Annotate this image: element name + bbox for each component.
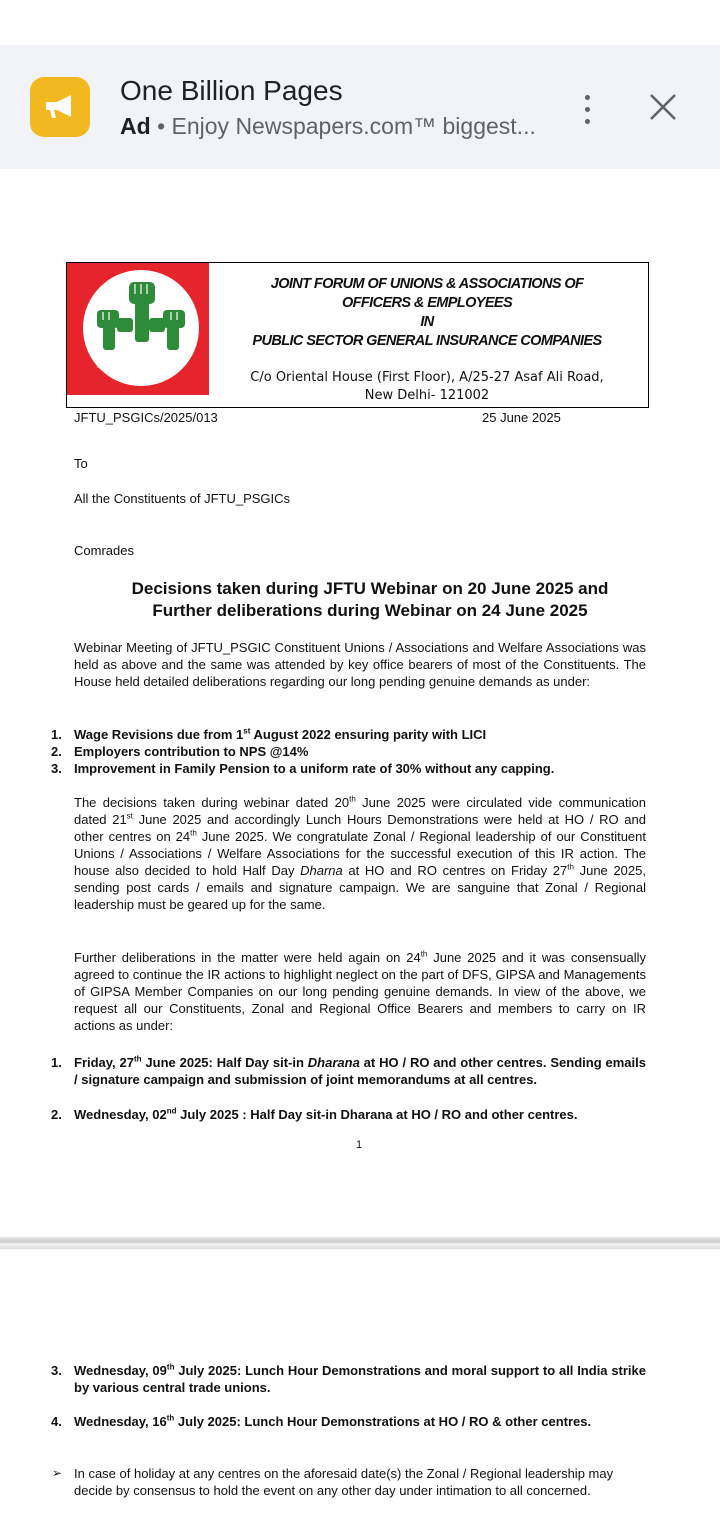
reference-number: JFTU_PSGICs/2025/013 <box>74 410 218 425</box>
ad-banner[interactable] <box>0 45 720 169</box>
org-line-1: JOINT FORUM OF UNIONS & ASSOCIATIONS OF <box>270 276 584 292</box>
ad-title[interactable]: One Billion Pages <box>120 75 343 106</box>
heading-line-2: Further deliberations during Webinar on 24 June 2025 <box>152 601 588 620</box>
demand-3-number: 3. <box>51 761 62 776</box>
recipient: All the Constituents of JFTU_PSGICs <box>74 491 291 506</box>
megaphone-icon <box>30 77 90 137</box>
heading-line-1: Decisions taken during JFTU Webinar on 20 June 2025 and <box>131 579 609 598</box>
address-line-2: New Delhi- 121002 <box>364 388 490 403</box>
more-options-icon[interactable] <box>578 95 598 125</box>
holiday-note: In case of holiday at any centres on the aforesaid date(s) the Zonal / Regional leadership may decide by consensus to hold the event on any other day under intimation to all concerned. <box>74 1466 614 1498</box>
page-number: 1 <box>356 1139 363 1151</box>
action-1: Friday, 27th June 2025: Half Day sit-in Dharana at HO / RO and other centres. Sending emails / signature campaign and submission of joint memorandums at all centres. <box>74 1054 646 1087</box>
paragraph-1: Webinar Meeting of JFTU_PSGIC Constituent Unions / Associations and Welfare Associations was held as above and the same was attended by key office bearers of most of the Constituents. The House held detailed deliberations regarding our long pending genuine demands as under: <box>74 640 646 689</box>
org-line-3: IN <box>420 314 434 330</box>
org-line-2: OFFICERS & EMPLOYEES <box>341 295 513 311</box>
letterhead <box>66 262 649 408</box>
demand-1-number: 1. <box>51 727 62 742</box>
ad-label: Ad <box>120 113 151 139</box>
action-3: Wednesday, 09th July 2025: Lunch Hour Demonstrations and moral support to all India strike by various central trade unions. <box>74 1362 647 1395</box>
ad-text: Enjoy Newspapers.com™ biggest... <box>171 113 536 139</box>
action-2: Wednesday, 02nd July 2025 : Half Day sit-in Dharana at HO / RO and other centres. <box>74 1106 578 1122</box>
organization-name <box>217 275 637 351</box>
demand-3: Improvement in Family Pension to a uniform rate of 30% without any capping. <box>74 761 555 776</box>
to-label: To <box>74 456 88 471</box>
demand-2: Employers contribution to NPS @14% <box>74 744 309 759</box>
demand-2-number: 2. <box>51 744 62 759</box>
logo-label: JFTU_PSGICs <box>98 355 180 368</box>
jftu-logo <box>67 263 209 395</box>
ad-subtitle[interactable] <box>120 113 536 140</box>
paragraph-2: The decisions taken during webinar dated 20th June 2025 were circulated vide communication dated 21st June 2025 and accordingly Lunch Hours Demonstrations were held at HO / RO and other centres on 24th June 2025. We congratulate Zonal / Regional leadership of our Constituent Unions / Associations / Welfare Associations for the successful execution of this IR action. The house also decided to hold Half Day Dharna at HO and RO centres on Friday 27th June 2025, sending post cards / emails and signature campaign. We are sanguine that Zonal / Regional leadership must be geared up for the same. <box>74 794 646 912</box>
letter-date: 25 June 2025 <box>482 410 561 425</box>
ad-separator: • <box>157 113 166 139</box>
organization-address <box>217 369 637 405</box>
address-line-1: C/o Oriental House (First Floor), A/25-27 Asaf Ali Road, <box>250 370 604 385</box>
arrow-bullet-icon: ➢ <box>52 1466 63 1480</box>
action-2-number: 2. <box>51 1107 62 1122</box>
action-3-number: 3. <box>51 1363 62 1378</box>
logo-circle <box>83 270 199 386</box>
action-1-number: 1. <box>51 1055 62 1070</box>
action-4: Wednesday, 16th July 2025: Lunch Hour Demonstrations at HO / RO & other centres. <box>74 1413 592 1429</box>
paragraph-3: Further deliberations in the matter were held again on 24th June 2025 and it was consensually agreed to continue the IR actions to highlight neglect on the part of DFS, GIPSA and Managements of GIPSA Member Companies on our long pending genuine demands. In view of the above, we request all our Constituents, Zonal and Regional Office Bearers and members to carry on IR actions as under: <box>74 949 646 1033</box>
letter-heading <box>70 578 670 622</box>
action-4-number: 4. <box>51 1414 62 1429</box>
close-icon[interactable] <box>648 92 678 122</box>
raised-fists-icon <box>83 270 199 360</box>
salutation: Comrades <box>74 543 134 558</box>
demand-1: Wage Revisions due from 1st August 2022 ensuring parity with LICI <box>74 726 487 742</box>
org-line-4: PUBLIC SECTOR GENERAL INSURANCE COMPANIES <box>252 333 602 349</box>
page-divider <box>0 1237 720 1249</box>
